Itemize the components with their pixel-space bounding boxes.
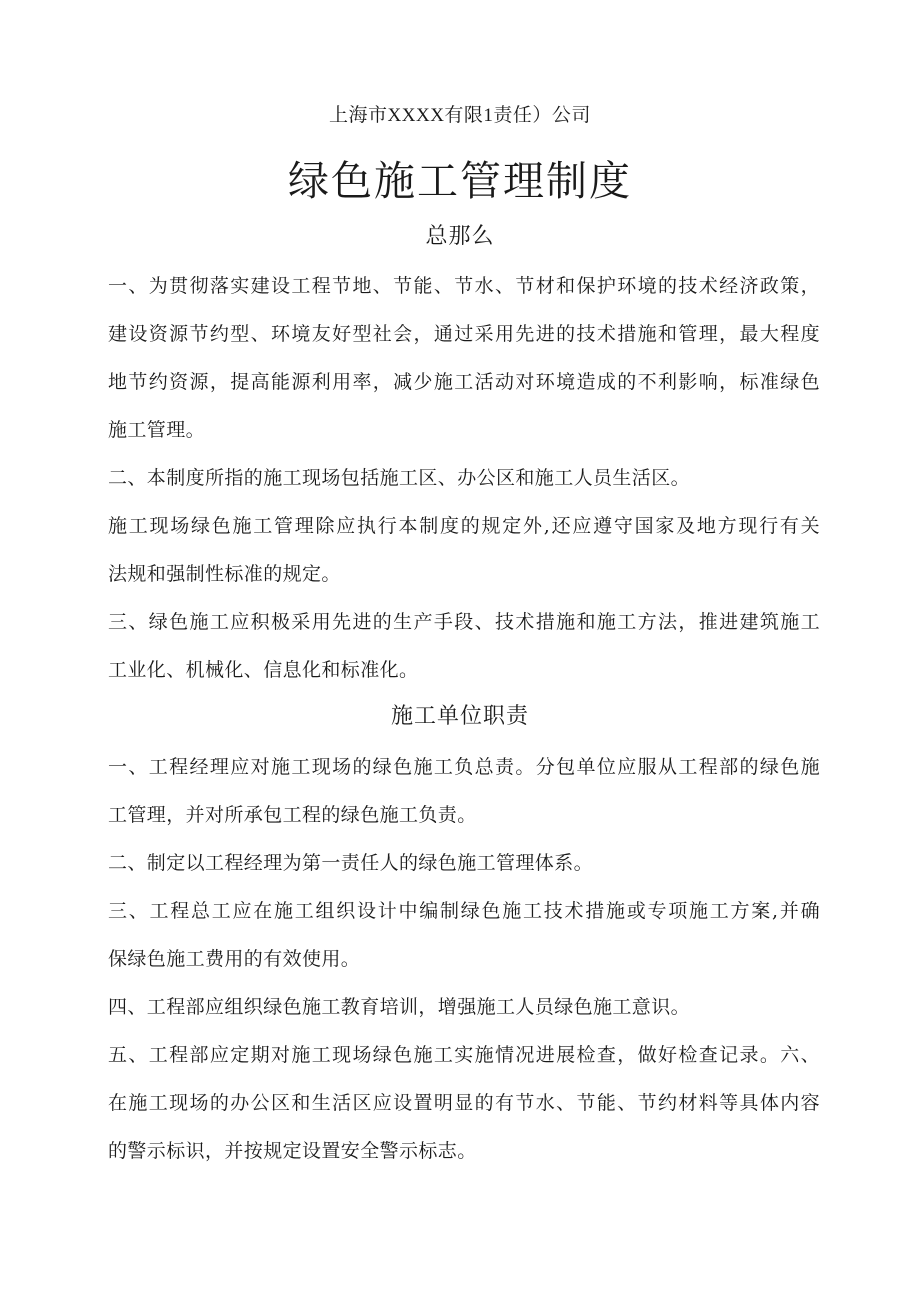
section-heading-general: 总那么 <box>425 224 495 249</box>
paragraph-line: 建设资源节约型、环境友好型社会，通过采用先进的技术措施和管理，最大程度 <box>108 323 820 345</box>
paragraph-line: 一、工程经理应对施工现场的绿色施工负总责。分包单位应服从工程部的绿色施 <box>108 756 820 778</box>
paragraph-line: 在施工现场的办公区和生活区应设置明显的有节水、节能、节约材料等具体内容 <box>108 1092 820 1114</box>
paragraph-line: 三、绿色施工应积极采用先进的生产手段、技术措施和施工方法，推进建筑施工 <box>108 611 820 633</box>
paragraph-line: 法规和强制性标准的规定。 <box>108 563 341 585</box>
paragraph-line: 五、工程部应定期对施工现场绿色施工实施情况进展检查，做好检查记录。六、 <box>108 1044 820 1066</box>
paragraph-line: 施工现场绿色施工管理除应执行本制度的规定外,还应遵守国家及地方现行有关 <box>108 515 820 537</box>
paragraph-line: 的警示标识，并按规定设置安全警示标志。 <box>108 1140 477 1162</box>
company-name: 上海市XXXX有限1责任）公司 <box>329 105 591 126</box>
paragraph-line: 二、制定以工程经理为第一责任人的绿色施工管理体系。 <box>108 852 594 874</box>
paragraph-line: 二、本制度所指的施工现场包括施工区、办公区和施工人员生活区。 <box>108 467 691 489</box>
paragraph-line: 四、工程部应组织绿色施工教育培训，增强施工人员绿色施工意识。 <box>108 996 691 1018</box>
paragraph-line: 施工管理。 <box>108 419 206 441</box>
section-heading-responsibilities: 施工单位职责 <box>390 704 529 729</box>
paragraph-line: 三、工程总工应在施工组织设计中编制绿色施工技术措施或专项施工方案,并确 <box>108 900 820 922</box>
paragraph-line: 保绿色施工费用的有效使用。 <box>108 948 361 970</box>
paragraph-line: 工管理，并对所承包工程的绿色施工负责。 <box>108 804 477 826</box>
paragraph-line: 工业化、机械化、信息化和标准化。 <box>108 659 419 681</box>
paragraph-line: 地节约资源，提高能源利用率，减少施工活动对环境造成的不利影响，标准绿色 <box>108 371 820 393</box>
paragraph-line: 一、为贯彻落实建设工程节地、节能、节水、节材和保护环境的技术经济政策， <box>108 275 820 297</box>
document-title: 绿色施工管理制度 <box>288 157 632 205</box>
